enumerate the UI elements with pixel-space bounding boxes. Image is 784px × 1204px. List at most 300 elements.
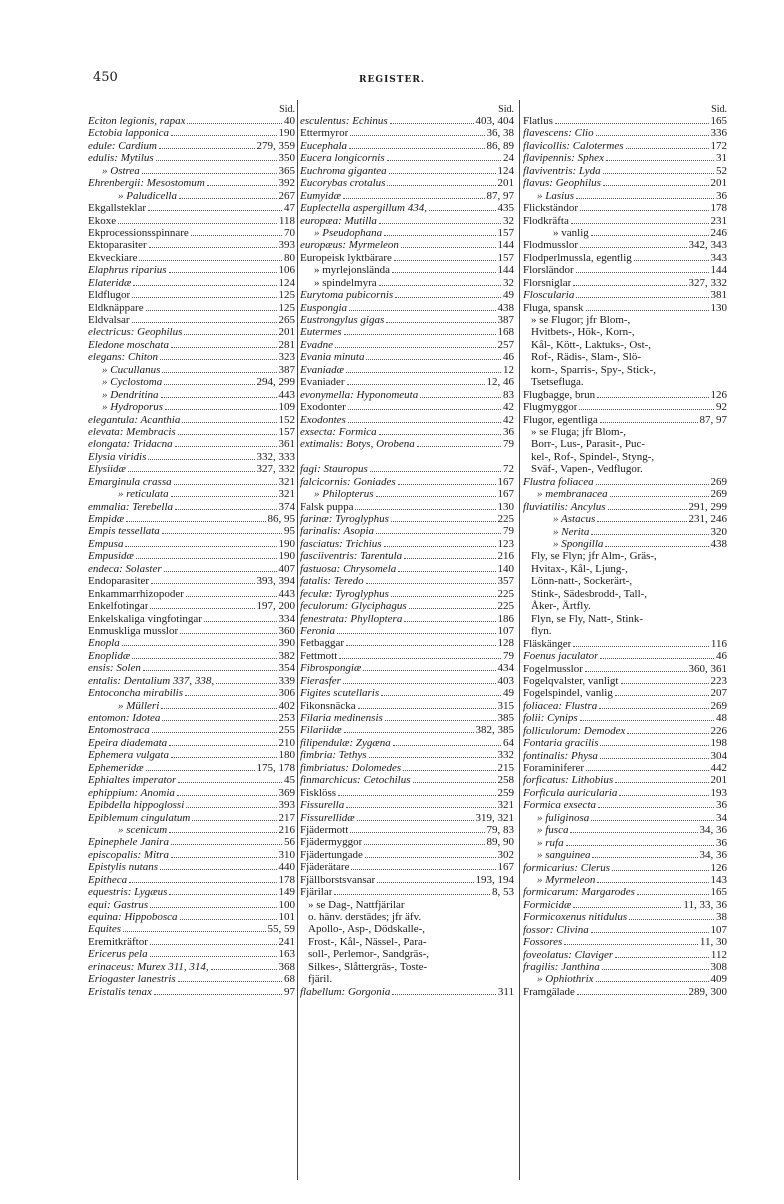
leader-dots bbox=[586, 769, 708, 771]
page-reference: 47 bbox=[284, 202, 295, 215]
page-reference: 112 bbox=[710, 948, 727, 961]
index-entry bbox=[300, 401, 514, 413]
page-reference: 116 bbox=[710, 637, 727, 650]
leader-dots bbox=[136, 557, 277, 559]
leader-dots bbox=[398, 570, 495, 572]
leader-dots bbox=[404, 557, 495, 559]
index-entry bbox=[523, 239, 727, 251]
leader-dots bbox=[169, 271, 277, 273]
leader-dots bbox=[389, 172, 496, 174]
index-term: Eristalis tenax bbox=[88, 985, 152, 998]
index-entry bbox=[88, 724, 295, 736]
index-entry bbox=[88, 961, 295, 973]
page-reference: 382, 385 bbox=[475, 724, 514, 737]
page-reference: 225 bbox=[497, 587, 514, 600]
index-term: flavus: Geophilus bbox=[523, 177, 601, 190]
index-term: farinæ: Tyroglyphus bbox=[300, 513, 389, 525]
leader-dots bbox=[392, 993, 496, 995]
index-term: » Hydroporus bbox=[102, 401, 164, 414]
index-term: forficatus: Lithobius bbox=[523, 774, 614, 787]
index-entry bbox=[300, 339, 514, 351]
leader-dots bbox=[394, 259, 496, 261]
leader-dots bbox=[337, 632, 495, 634]
page-reference: 407 bbox=[278, 562, 295, 575]
leader-dots bbox=[384, 234, 495, 236]
index-term: exsecta: Formica bbox=[300, 425, 377, 438]
index-entry bbox=[88, 127, 295, 139]
page-reference: 163 bbox=[278, 948, 295, 961]
leader-dots bbox=[600, 657, 714, 659]
leader-dots bbox=[146, 769, 255, 771]
index-entry bbox=[300, 140, 514, 152]
page-reference: 265 bbox=[278, 314, 295, 326]
index-entry bbox=[523, 986, 727, 998]
index-term: flaviventris: Lyda bbox=[523, 164, 601, 177]
leader-dots bbox=[118, 222, 277, 224]
index-term: Evania minuta bbox=[300, 351, 365, 364]
index-term: » fuliginosa bbox=[537, 811, 590, 824]
leader-dots bbox=[566, 844, 714, 846]
index-term: Fossores bbox=[523, 936, 563, 949]
leader-dots bbox=[171, 756, 277, 758]
index-entry bbox=[88, 115, 295, 127]
index-entry bbox=[88, 662, 295, 674]
leader-dots bbox=[573, 645, 709, 647]
index-term: Eucephala bbox=[300, 139, 348, 152]
index-entry bbox=[88, 314, 295, 326]
index-term: Epiblemum cingulatum bbox=[88, 811, 191, 824]
index-cross-reference: Lönn-natt-, Sockerärt-, bbox=[531, 575, 633, 588]
index-term: Fjäderätare bbox=[300, 861, 350, 874]
leader-dots bbox=[344, 731, 474, 733]
leader-dots bbox=[391, 595, 496, 597]
leader-dots bbox=[122, 644, 277, 646]
index-term: fossor: Clivina bbox=[523, 923, 589, 936]
leader-dots bbox=[603, 172, 714, 174]
leader-dots bbox=[596, 980, 709, 982]
index-entry bbox=[300, 414, 514, 426]
page-reference: 167 bbox=[497, 475, 514, 488]
index-term: fenestrata: Phylloptera bbox=[300, 612, 403, 625]
page-reference: 246 bbox=[710, 226, 727, 239]
index-entry bbox=[88, 675, 295, 687]
page-reference: 167 bbox=[497, 861, 514, 874]
leader-dots bbox=[355, 508, 495, 510]
index-entry bbox=[523, 227, 727, 239]
index-entry bbox=[300, 749, 514, 761]
index-entry bbox=[300, 874, 514, 886]
page-reference: 126 bbox=[710, 861, 727, 874]
index-entry bbox=[88, 936, 295, 948]
index-term: elegantula: Acanthia bbox=[88, 413, 181, 426]
page-reference: 144 bbox=[710, 264, 727, 277]
index-term: fontinalis: Physa bbox=[523, 749, 598, 762]
index-cross-reference: o. hänv. derstädes; jfr äfv. bbox=[308, 911, 422, 924]
page-reference: 79 bbox=[503, 438, 514, 451]
index-entry bbox=[523, 414, 727, 426]
page-reference: 435 bbox=[497, 202, 514, 215]
index-term: » rufa bbox=[537, 836, 564, 849]
index-cross-reference: kel-, Rof-, Spindel-, Styng-, bbox=[531, 450, 655, 463]
index-entry bbox=[88, 252, 295, 264]
index-entry bbox=[523, 886, 727, 898]
page-reference: 42 bbox=[503, 413, 514, 426]
page-reference: 55, 59 bbox=[267, 923, 295, 936]
page-reference: 165 bbox=[710, 886, 727, 899]
leader-dots bbox=[615, 956, 709, 958]
index-term: » Nerita bbox=[553, 525, 590, 538]
leader-dots bbox=[603, 184, 709, 186]
index-term: » vanlig bbox=[553, 226, 589, 239]
page-reference: 342, 343 bbox=[688, 239, 727, 252]
leader-dots bbox=[386, 321, 495, 323]
page-reference: 124 bbox=[497, 164, 514, 177]
index-term: Flodperlmussla, egentlig bbox=[523, 251, 632, 264]
page-reference: 40 bbox=[284, 115, 295, 127]
leader-dots bbox=[348, 421, 501, 423]
index-entry bbox=[88, 438, 295, 450]
page-reference: 157 bbox=[278, 425, 295, 438]
leader-dots bbox=[377, 881, 473, 883]
page-reference: 403, 404 bbox=[475, 115, 514, 127]
leader-dots bbox=[392, 271, 495, 273]
index-term: Eucorybas crotalus bbox=[300, 177, 386, 190]
leader-dots bbox=[366, 358, 501, 360]
index-term: episcopalis: Mitra bbox=[88, 848, 169, 861]
index-term: Eldvalsar bbox=[88, 314, 130, 326]
leader-dots bbox=[192, 819, 276, 821]
index-term: Fibrospongiæ bbox=[300, 662, 362, 675]
page-reference: 269 bbox=[710, 488, 727, 501]
index-term: Fjädermott bbox=[300, 823, 349, 836]
index-column-3 bbox=[523, 104, 727, 998]
index-entry bbox=[523, 401, 727, 413]
leader-dots bbox=[335, 346, 496, 348]
index-entry bbox=[88, 414, 295, 426]
index-term: europæus: Myrmeleon bbox=[300, 239, 399, 252]
index-term: Eutermes bbox=[300, 326, 342, 339]
index-term: fastuosa: Chrysomela bbox=[300, 562, 397, 575]
index-entry bbox=[300, 152, 514, 164]
index-term: Foenus jaculator bbox=[523, 650, 599, 663]
page-reference: 385 bbox=[497, 712, 514, 724]
index-term: finmarchicus: Cetochilus bbox=[300, 774, 411, 787]
index-entry bbox=[300, 687, 514, 699]
page-reference: 281 bbox=[278, 338, 295, 351]
page-reference: 125 bbox=[278, 289, 295, 302]
index-term: Florsländor bbox=[523, 264, 574, 277]
index-term: equina: Hippobosca bbox=[88, 911, 178, 923]
index-entry bbox=[300, 165, 514, 177]
index-term: Formicoxenus nitidulus bbox=[523, 911, 628, 924]
index-entry bbox=[88, 140, 295, 152]
index-term: » spindelmyra bbox=[314, 276, 377, 289]
leader-dots bbox=[429, 209, 496, 211]
page-reference: 269 bbox=[710, 475, 727, 488]
page-reference: 343 bbox=[710, 251, 727, 264]
index-entry bbox=[88, 911, 295, 923]
page-reference: 403 bbox=[497, 674, 514, 687]
index-term: Falsk puppa bbox=[300, 500, 354, 513]
leader-dots bbox=[591, 234, 709, 236]
page-reference: 95 bbox=[284, 525, 295, 538]
index-entry bbox=[300, 650, 514, 662]
leader-dots bbox=[162, 371, 276, 373]
leader-dots bbox=[150, 955, 277, 957]
column-divider bbox=[519, 100, 520, 1180]
index-term: feculæ: Tyroglyphus bbox=[300, 587, 389, 600]
index-cross-reference: flyn. bbox=[531, 625, 552, 638]
page-reference: 178 bbox=[278, 873, 295, 886]
page-reference: 255 bbox=[278, 724, 295, 737]
index-term: Fissurella bbox=[300, 799, 345, 812]
index-entry bbox=[523, 949, 727, 961]
page-reference: 334 bbox=[278, 612, 295, 625]
page-reference: 80 bbox=[284, 251, 295, 264]
page-reference: 306 bbox=[278, 687, 295, 700]
index-entry bbox=[300, 675, 514, 687]
page-reference: 165 bbox=[710, 115, 727, 127]
index-term: feculorum: Glyciphagus bbox=[300, 600, 407, 613]
index-entry bbox=[88, 152, 295, 164]
page-reference: 24 bbox=[503, 152, 514, 165]
index-entry bbox=[523, 165, 727, 177]
index-entry bbox=[300, 799, 514, 811]
leader-dots bbox=[142, 172, 277, 174]
index-term: » reticulata bbox=[118, 488, 169, 501]
index-entry bbox=[300, 476, 514, 488]
index-entry bbox=[523, 687, 727, 699]
index-cross-reference: » se Fluga; jfr Blom-, bbox=[531, 426, 627, 439]
page-reference: 149 bbox=[278, 886, 295, 899]
page-reference: 46 bbox=[716, 650, 727, 663]
index-entry bbox=[88, 861, 295, 873]
index-term: » Philopterus bbox=[314, 488, 374, 501]
index-cross-reference: » se Flugor; jfr Blom-, bbox=[531, 314, 631, 326]
index-term: Evaniader bbox=[300, 376, 345, 389]
leader-dots bbox=[576, 271, 709, 273]
leader-dots bbox=[420, 396, 501, 398]
leader-dots bbox=[149, 246, 277, 248]
leader-dots bbox=[143, 669, 277, 671]
page-reference: 390 bbox=[278, 637, 295, 650]
index-entry bbox=[300, 637, 514, 649]
leader-dots bbox=[349, 309, 495, 311]
leader-dots bbox=[580, 246, 686, 248]
index-entry bbox=[88, 351, 295, 363]
index-term: Exodontes bbox=[300, 413, 346, 426]
index-term: Ekprocessionsspinnare bbox=[88, 226, 189, 239]
page-reference: 87, 97 bbox=[699, 413, 727, 426]
index-term: Fierasfer bbox=[300, 674, 341, 687]
leader-dots bbox=[179, 197, 277, 199]
leader-dots bbox=[139, 259, 282, 261]
page-reference: 381 bbox=[710, 289, 727, 302]
index-column-1 bbox=[88, 104, 295, 998]
page-reference: 409 bbox=[710, 973, 727, 986]
leader-dots bbox=[637, 893, 709, 895]
page-reference: 36 bbox=[716, 836, 727, 849]
index-term: » Mülleri bbox=[118, 699, 160, 712]
leader-dots bbox=[129, 881, 276, 883]
leader-dots bbox=[128, 470, 255, 472]
page-reference: 225 bbox=[497, 513, 514, 525]
page-reference: 361 bbox=[278, 438, 295, 451]
leader-dots bbox=[344, 333, 496, 335]
index-entry bbox=[523, 215, 727, 227]
index-term: foliacea: Flustra bbox=[523, 699, 598, 712]
leader-dots bbox=[339, 657, 501, 659]
index-entry bbox=[523, 488, 727, 500]
index-term: Fogelqvalster, vanligt bbox=[523, 674, 619, 687]
leader-dots bbox=[580, 719, 714, 721]
index-cross-reference: Tsetsefluga. bbox=[531, 376, 584, 389]
page-reference: 144 bbox=[497, 264, 514, 277]
index-entry bbox=[300, 488, 514, 500]
page-reference: 217 bbox=[278, 811, 295, 824]
index-term: Filariidæ bbox=[300, 724, 342, 737]
index-entry bbox=[300, 376, 514, 388]
page-reference: 327, 332 bbox=[256, 463, 295, 476]
index-term: Fettmott bbox=[300, 649, 338, 662]
index-entry bbox=[88, 986, 295, 998]
index-entry bbox=[300, 986, 514, 998]
index-entry bbox=[523, 899, 727, 911]
running-head: REGISTER. bbox=[359, 75, 425, 85]
index-entry bbox=[523, 774, 727, 786]
index-entry bbox=[523, 476, 727, 488]
leader-dots bbox=[148, 209, 282, 211]
leader-dots bbox=[393, 744, 501, 746]
index-entry bbox=[523, 389, 727, 401]
page-reference: 125 bbox=[278, 301, 295, 314]
index-entry bbox=[300, 588, 514, 600]
page-reference: 79 bbox=[503, 649, 514, 662]
leader-dots bbox=[379, 284, 501, 286]
index-term: Fjädertungade bbox=[300, 848, 363, 861]
page-reference: 294, 299 bbox=[256, 376, 295, 389]
page-reference: 46 bbox=[503, 351, 514, 364]
index-entry bbox=[523, 177, 727, 189]
page-reference: 438 bbox=[497, 301, 514, 314]
page-reference: 34, 36 bbox=[699, 849, 727, 862]
leader-dots bbox=[180, 918, 277, 920]
leader-dots bbox=[585, 670, 687, 672]
leader-dots bbox=[376, 495, 496, 497]
index-entry bbox=[300, 513, 514, 525]
page-reference: 311 bbox=[497, 985, 514, 998]
index-cross-reference: Fly, se Flyn; jfr Alm-, Gräs-, bbox=[531, 550, 657, 563]
leader-dots bbox=[182, 421, 276, 423]
index-term: Epitheca bbox=[88, 873, 128, 886]
index-entry bbox=[300, 575, 514, 587]
page-reference: 8, 53 bbox=[492, 886, 514, 899]
index-entry bbox=[523, 190, 727, 202]
column-head-sid: Sid. bbox=[711, 104, 727, 115]
page-reference: 360, 361 bbox=[688, 662, 727, 675]
index-entry bbox=[523, 115, 727, 127]
index-entry bbox=[300, 774, 514, 786]
index-entry bbox=[523, 787, 727, 799]
index-term: erinaceus: Murex 311, 314, bbox=[88, 960, 209, 973]
leader-dots bbox=[346, 371, 501, 373]
leader-dots bbox=[599, 707, 708, 709]
index-entry bbox=[300, 264, 514, 276]
index-term: Flickständor bbox=[523, 202, 578, 215]
leader-dots bbox=[596, 483, 709, 485]
index-term: Entomostraca bbox=[88, 724, 150, 737]
index-entry bbox=[88, 824, 295, 836]
index-entry bbox=[300, 737, 514, 749]
index-cross-reference: korn-, Sparris-, Spy-, Stick-, bbox=[531, 363, 656, 376]
index-entry bbox=[300, 824, 514, 836]
index-term: Equites bbox=[88, 923, 121, 936]
index-entry bbox=[88, 874, 295, 886]
index-term: fasciiventris: Tarentula bbox=[300, 550, 403, 563]
index-entry bbox=[300, 351, 514, 363]
leader-dots bbox=[600, 757, 709, 759]
page-reference: 368 bbox=[278, 960, 295, 973]
page-reference: 402 bbox=[278, 699, 295, 712]
page-reference: 323 bbox=[278, 351, 295, 364]
index-term: endeca: Solaster bbox=[88, 562, 162, 575]
index-term: fatalis: Teredo bbox=[300, 575, 364, 588]
index-term: Eumyidæ bbox=[300, 189, 341, 202]
leader-dots bbox=[178, 980, 282, 982]
leader-dots bbox=[334, 893, 490, 895]
page-reference: 216 bbox=[278, 823, 295, 836]
index-term: Ericerus pela bbox=[88, 948, 148, 961]
index-entry bbox=[523, 501, 727, 513]
index-term: Ettermyror bbox=[300, 127, 349, 140]
page-reference: 45 bbox=[284, 774, 295, 787]
page-reference: 11, 33, 36 bbox=[683, 898, 727, 911]
page-reference: 226 bbox=[710, 724, 727, 737]
page-reference: 201 bbox=[710, 774, 727, 787]
index-entry bbox=[523, 924, 727, 936]
index-entry bbox=[300, 202, 514, 214]
leader-dots bbox=[160, 358, 277, 360]
index-term: foveolatus: Claviger bbox=[523, 948, 614, 961]
index-entry bbox=[88, 513, 295, 525]
page-reference: 327, 332 bbox=[688, 276, 727, 289]
page-reference: 190 bbox=[278, 127, 295, 140]
index-term: Fjällborstsvansar bbox=[300, 873, 376, 886]
index-term: folii: Cynips bbox=[523, 712, 578, 725]
index-entry bbox=[88, 302, 295, 314]
index-entry bbox=[88, 948, 295, 960]
leader-dots bbox=[169, 744, 276, 746]
page-reference: 253 bbox=[278, 712, 295, 724]
leader-dots bbox=[576, 296, 708, 298]
leader-dots bbox=[156, 159, 277, 161]
index-term: Fetbaggar bbox=[300, 637, 344, 650]
index-term: ensis: Solen bbox=[88, 662, 141, 675]
index-entry bbox=[300, 115, 514, 127]
index-entry bbox=[88, 550, 295, 562]
index-entry bbox=[523, 750, 727, 762]
leader-dots bbox=[363, 669, 495, 671]
index-cross-reference: Frost-, Kål-, Nässel-, Para- bbox=[308, 935, 427, 948]
index-term: » Cucullanus bbox=[102, 363, 161, 376]
page-reference: 321 bbox=[278, 488, 295, 501]
index-entry bbox=[88, 376, 295, 388]
page-reference: 193, 194 bbox=[475, 873, 514, 886]
index-entry bbox=[523, 762, 727, 774]
leader-dots bbox=[591, 819, 714, 821]
index-entry bbox=[88, 637, 295, 649]
leader-dots bbox=[600, 421, 698, 423]
